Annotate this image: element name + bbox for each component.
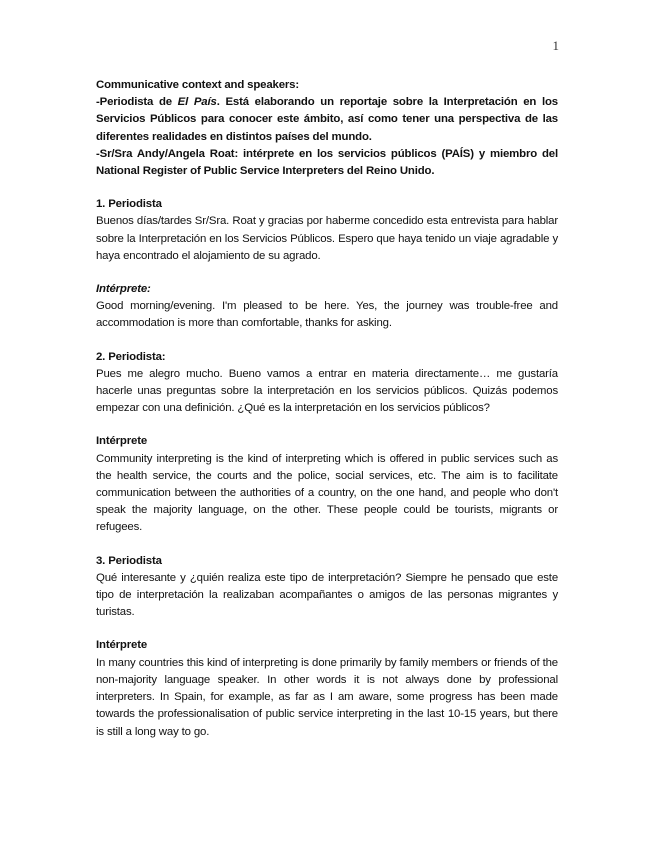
context-line1-rest: . Está elaborando un reportaje sobre la Interpretación en los Servicios Públicos para conocer este ámbito, así como tener una perspectiva de las diferentes realidades en distintos países del mundo. xyxy=(96,96,558,143)
context-line1-prefix: -Periodista de xyxy=(96,96,178,109)
section-heading: Intérprete: xyxy=(96,283,151,296)
context-block xyxy=(96,77,558,180)
section-text: Pues me alegro mucho. Bueno vamos a entrar en materia directamente… me gustaría hacerle unas preguntas sobre la interpretación en los servicios públicos. Quizás podemos empezar con una definición. ¿Qué es la interpretación en los servicios públicos? xyxy=(96,367,558,415)
newspaper-name: El País xyxy=(177,96,217,109)
context-speaker-interpreter: -Sr/Sra Andy/Angela Roat: intérprete en los servicios públicos (PAÍS) y miembro del National Register of Public Service Interpreters del Reino Unido. xyxy=(96,147,558,178)
document-body xyxy=(96,77,558,741)
section-heading: 1. Periodista xyxy=(96,198,162,211)
section-text: Qué interesante y ¿quién realiza este tipo de interpretación? Siempre he pensado que este tipo de interpretación la realizaban acompañantes o amigos de las personas migrantes y turistas. xyxy=(96,571,558,619)
section-text: In many countries this kind of interpreting is done primarily by family members or friends of the non-majority language speaker. In other words it is not always done by professional interpreters. In Spain, for example, as far as I am aware, some progress has been made towards the professionalisation of public service interpreting in the last 10-15 years, but there is still a long way to go. xyxy=(96,656,558,738)
section-text: Community interpreting is the kind of interpreting which is offered in public services such as the health service, the courts and the police, social services, etc. The aim is to facilitate communication between the authorities of a country, on the one hand, and people who don't speak the majority language, on the other. These people could be tourists, migrants or refugees. xyxy=(96,452,558,534)
section-heading: Intérprete xyxy=(96,435,148,448)
section-heading: 3. Periodista xyxy=(96,554,162,567)
context-speaker-journalist xyxy=(96,94,558,146)
section-text: Buenos días/tardes Sr/Sra. Roat y gracias por haberme concedido esta entrevista para hablar sobre la Interpretación en los Servicios Públicos. Espero que haya tenido un viaje agradable y haya encontrado el alojamiento de su agrado. xyxy=(96,215,558,262)
section-heading: 2. Periodista: xyxy=(96,350,166,363)
context-title: Communicative context and speakers: xyxy=(96,79,300,91)
section-text: Good morning/evening. I'm pleased to be here. Yes, the journey was trouble-free and accommodation is more than comfortable, thanks for asking. xyxy=(96,300,558,330)
page-number: 1 xyxy=(552,38,559,53)
section-heading: Intérprete xyxy=(96,639,148,652)
